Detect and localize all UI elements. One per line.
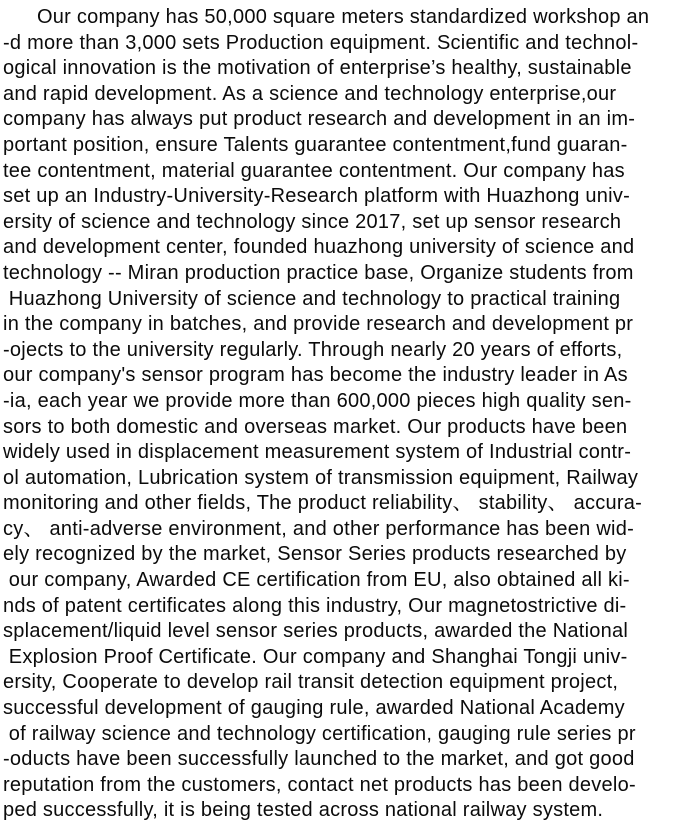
text-line: -ia, each year we provide more than 600,000 pieces high quality sen- [3,389,632,412]
text-line: -oducts have been successfully launched to the market, and got good [3,748,635,771]
text-line: in the company in batches, and provide research and development pr [3,313,634,336]
text-line: splacement/liquid level sensor series products, awarded the National [3,620,629,643]
text-line: Huazhong University of science and technology to practical training [3,287,621,310]
text-line: ersity of science and technology since 2017, set up sensor research [3,210,622,233]
text-line: -d more than 3,000 sets Production equipment. Scientific and technol- [3,31,639,54]
text-line: technology -- Miran production practice base, Organize students from [3,261,634,284]
text-line: successful development of gauging rule, awarded National Academy [3,697,625,720]
text-line: our company, Awarded CE certification from EU, also obtained all ki- [3,569,630,592]
text-line: and rapid development. As a science and technology enterprise,our [3,82,617,105]
text-line: company has always put product research and development in an im- [3,108,636,131]
text-line: ely recognized by the market, Sensor Series products researched by [3,543,627,566]
text-line: sors to both domestic and overseas market. Our products have been [3,415,628,438]
text-line: Our company has 50,000 square meters standardized workshop an [37,6,650,28]
text-line: tee contentment, material guarantee contentment. Our company has [3,159,625,182]
text-line: set up an Industry-University-Research platform with Huazhong univ- [3,185,631,208]
text-line: nds of patent certificates along this industry, Our magnetostrictive di- [3,594,627,617]
text-line: -ojects to the university regularly. Through nearly 20 years of efforts, [3,338,623,361]
text-line: ped successfully, it is being tested across national railway system. [3,799,604,822]
text-line: ersity, Cooperate to develop rail transit detection equipment project, [3,671,619,694]
text-line: monitoring and other fields, The product reliability、 stability、 accura- [3,492,643,515]
text-line: reputation from the customers, contact net products has been develo- [3,773,636,796]
text-line: portant position, ensure Talents guarantee contentment,fund guaran- [3,133,628,156]
text-line: ol automation, Lubrication system of transmission equipment, Railway [3,466,639,489]
text-line: widely used in displacement measurement system of Industrial contr- [3,441,632,464]
text-line: our company's sensor program has become the industry leader in As [3,364,628,387]
text-line: ogical innovation is the motivation of enterprise’s healthy, sustainable [3,57,632,80]
text-line: of railway science and technology certification, gauging rule series pr [3,722,636,745]
text-line: and development center, founded huazhong university of science and [3,236,635,259]
text-line: Explosion Proof Certificate. Our company and Shanghai Tongji univ- [3,645,628,668]
text-line: cy、 anti-adverse environment, and other performance has been wid- [3,517,635,540]
